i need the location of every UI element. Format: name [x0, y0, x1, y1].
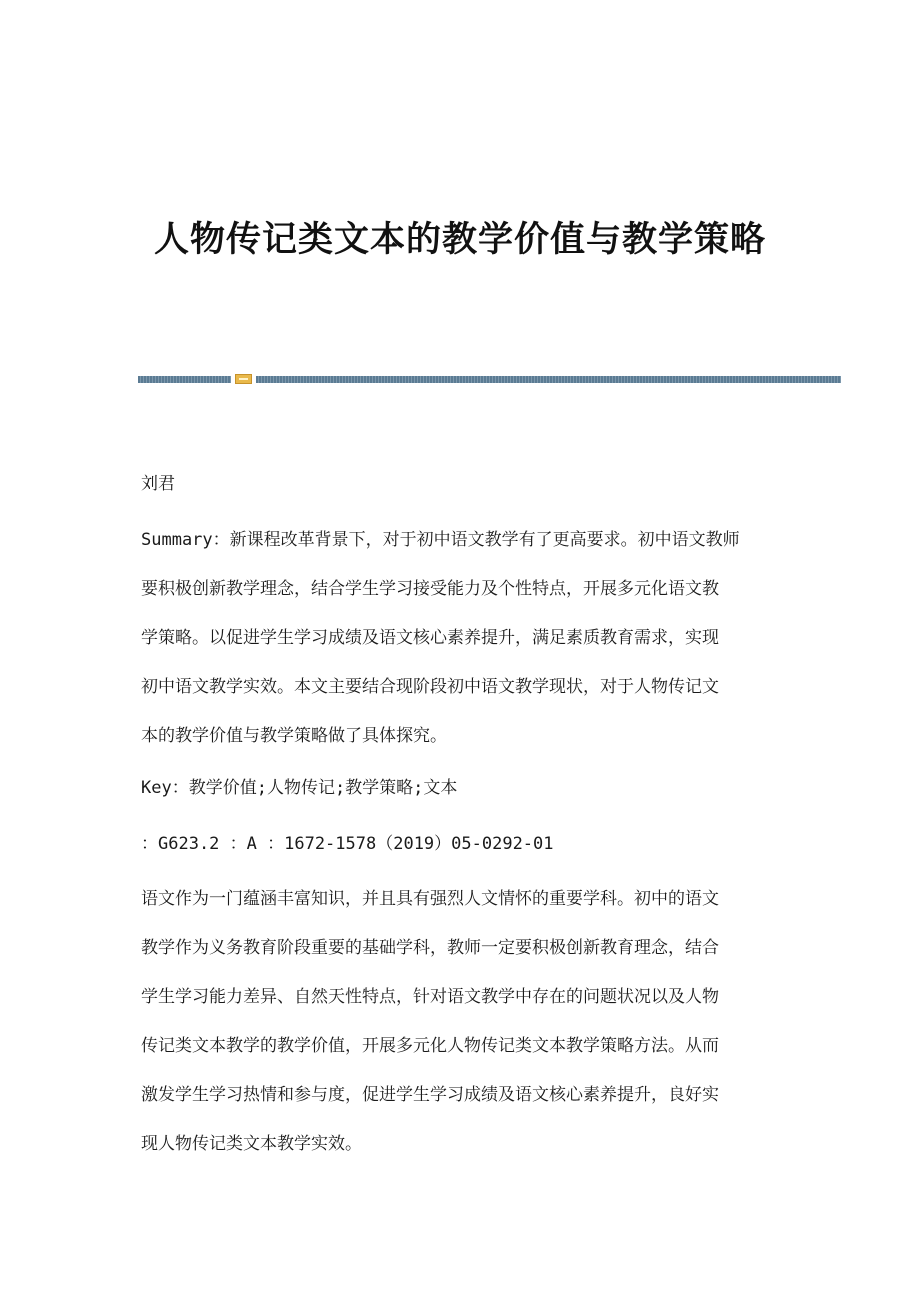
body-line: 现人物传记类文本教学实效。 [141, 1134, 362, 1154]
body-line: 语文作为一门蕴涵丰富知识，并且具有强烈人文情怀的重要学科。初中的语文 [141, 889, 719, 909]
author-name: 刘君 [141, 474, 175, 494]
classification-line: ：G623.2 ：A ：1672-1578（2019）05-0292-01 [141, 834, 554, 854]
summary-line: 初中语文教学实效。本文主要结合现阶段初中语文教学现状，对于人物传记文 [141, 677, 719, 697]
keywords-line: Key：教学价值;人物传记;教学策略;文本 [141, 778, 458, 798]
summary-paragraph [141, 530, 781, 775]
summary-line: 要积极创新教学理念，结合学生学习接受能力及个性特点，开展多元化语文教 [141, 579, 719, 599]
title-divider [138, 374, 841, 384]
body-line: 教学作为义务教育阶段重要的基础学科，教师一定要积极创新教育理念，结合 [141, 938, 719, 958]
body-paragraph [141, 889, 781, 1183]
summary-line: 学策略。以促进学生学习成绩及语文核心素养提升，满足素质教育需求，实现 [141, 628, 719, 648]
summary-line: Summary：新课程改革背景下，对于初中语文教学有了更高要求。初中语文教师 [141, 530, 740, 550]
body-line: 激发学生学习热情和参与度，促进学生学习成绩及语文核心素养提升，良好实 [141, 1085, 719, 1105]
divider-bar-left [138, 376, 231, 383]
divider-bar-right [256, 376, 841, 383]
document-title: 人物传记类文本的教学价值与教学策略 [153, 219, 766, 260]
body-line: 传记类文本教学的教学价值，开展多元化人物传记类文本教学策略方法。从而 [141, 1036, 719, 1056]
body-line: 学生学习能力差异、自然天性特点，针对语文教学中存在的问题状况以及人物 [141, 987, 719, 1007]
summary-line: 本的教学价值与教学策略做了具体探究。 [141, 726, 447, 746]
divider-ornament-icon [235, 374, 252, 384]
